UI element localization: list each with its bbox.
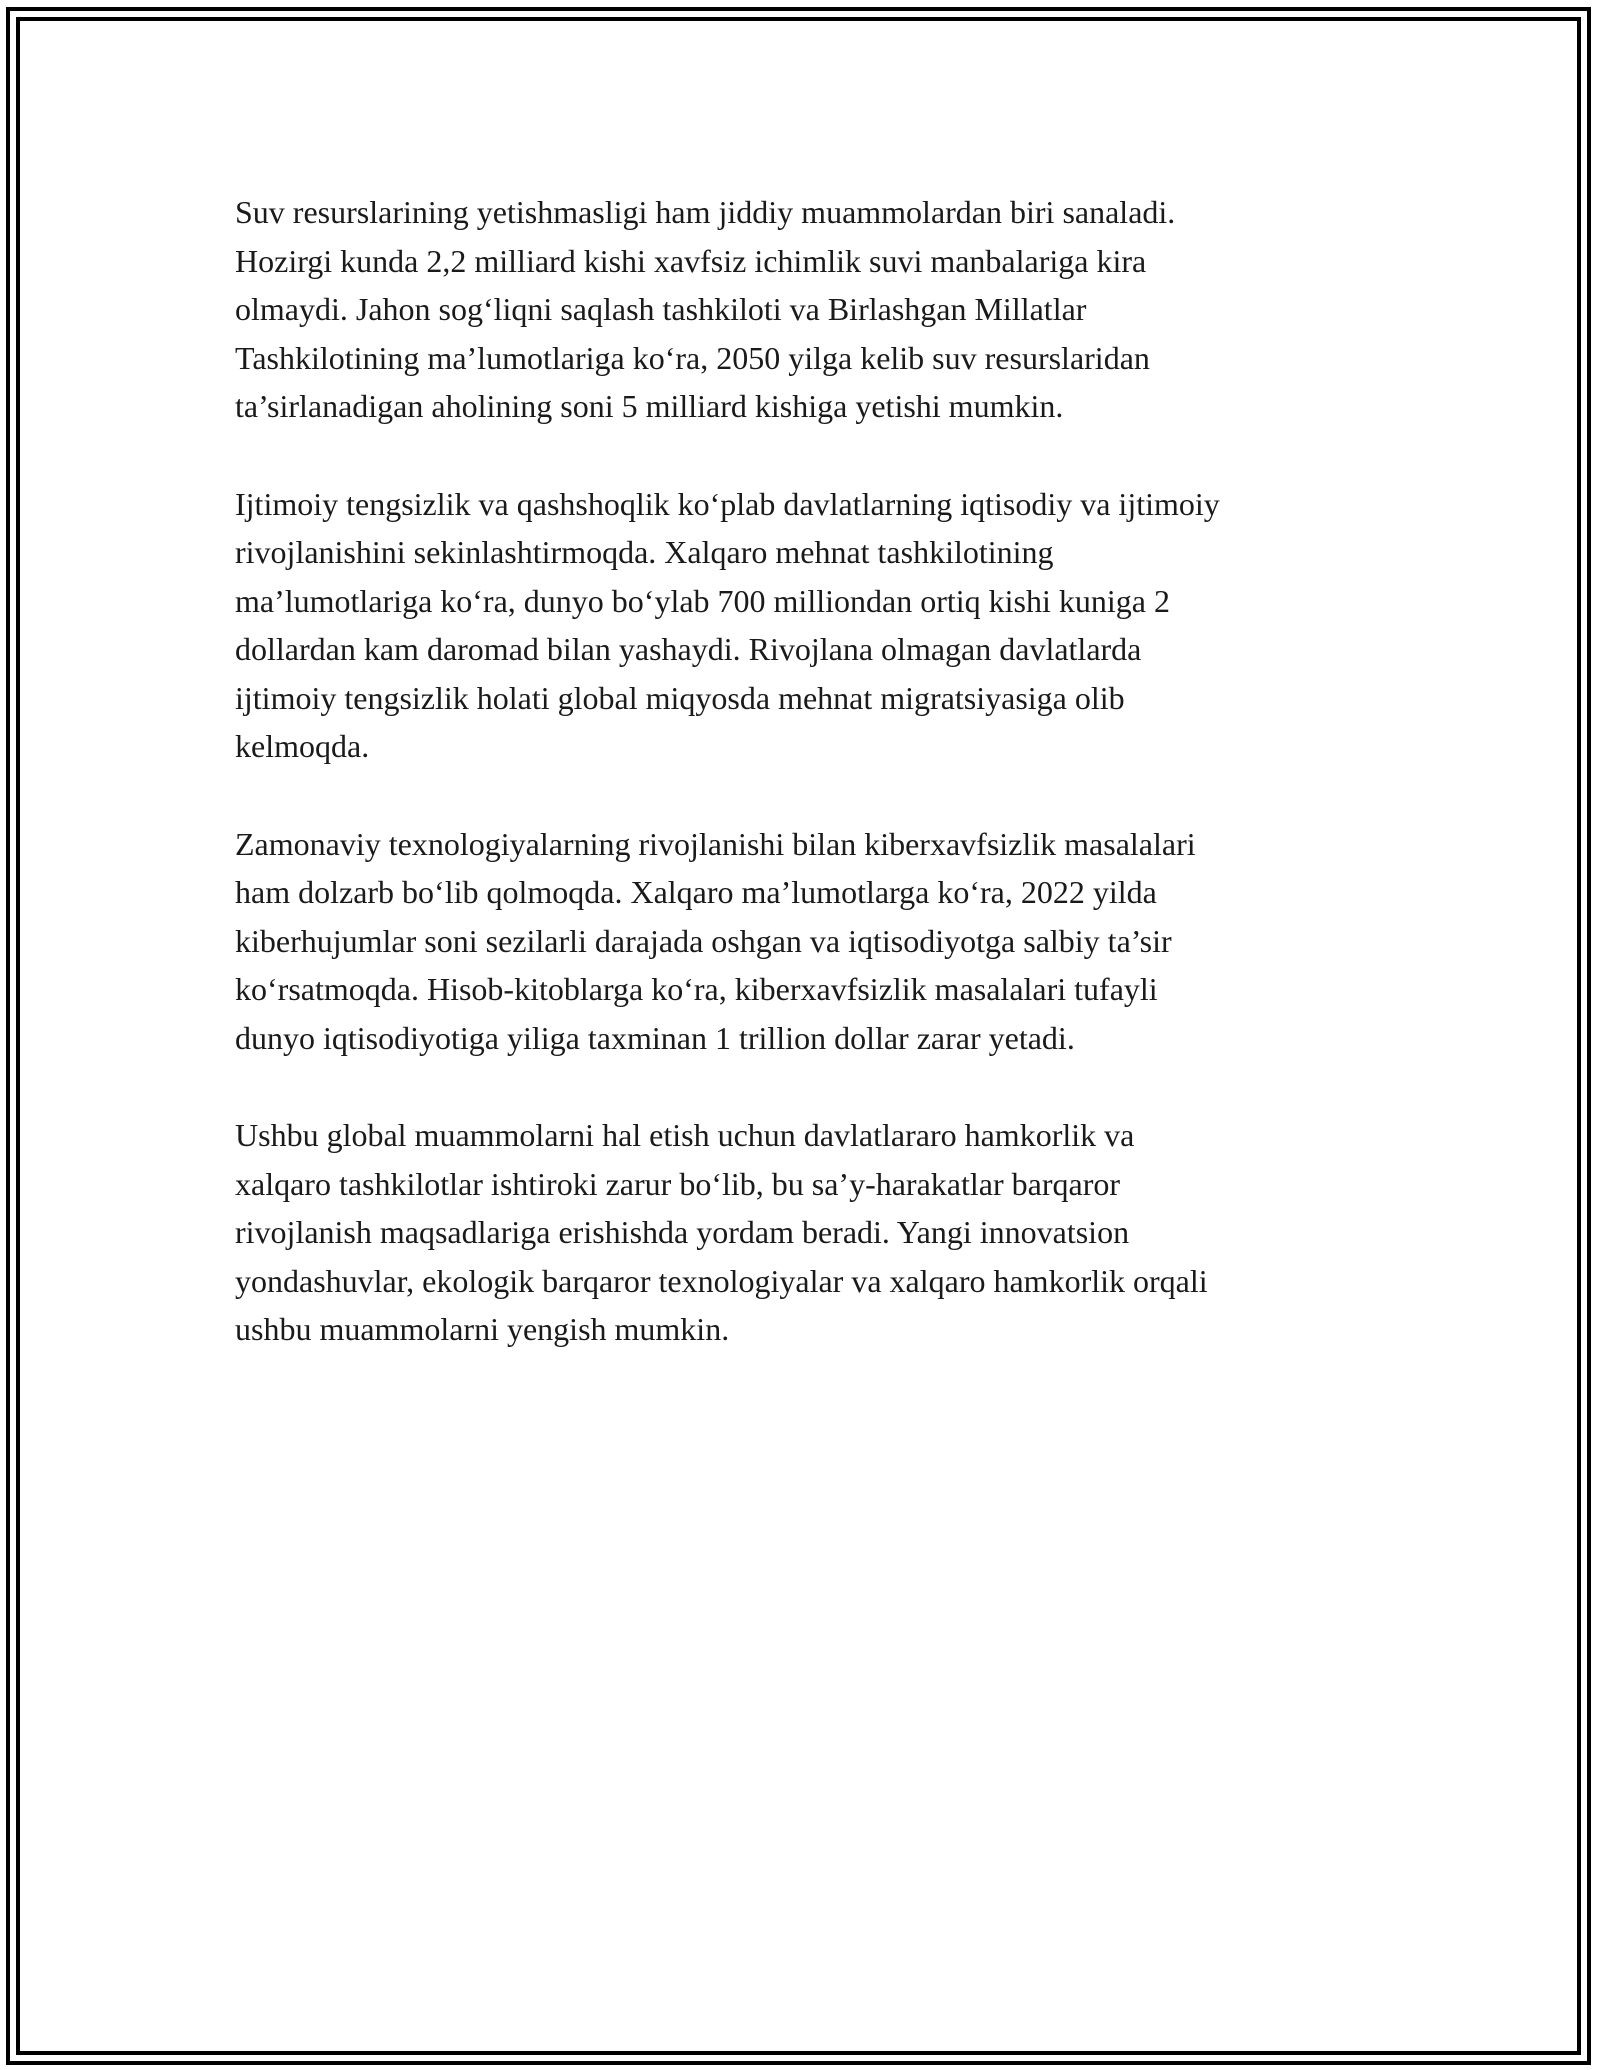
text-line: rivojlanish maqsadlariga erishishda yordam beradi. Yangi innovatsion — [235, 1214, 1130, 1250]
text-line: kiberhujumlar soni sezilarli darajada oshgan va iqtisodiyotga salbiy ta’sir — [235, 922, 1172, 959]
text-line: Ijtimoiy tengsizlik va qashshoqlik ko‘plab davlatlarning iqtisodiy va ijtimoiy — [235, 485, 1220, 522]
text-line: yondashuvlar, ekologik barqaror texnologiyalar va xalqaro hamkorlik orqali — [235, 1262, 1208, 1299]
text-line: rivojlanishini sekinlashtirmoqda. Xalqaro mehnat tashkilotining — [235, 534, 1054, 570]
text-line: ta’sirlanadigan aholining soni 5 milliard kishiga yetishi mumkin. — [235, 388, 1064, 424]
document-body — [235, 188, 1385, 1403]
paragraph-social-inequality — [235, 480, 1385, 771]
text-line: Ushbu global muammolarni hal etish uchun davlatlararo hamkorlik va — [235, 1117, 1135, 1153]
text-line: ijtimoiy tengsizlik holati global miqyosda mehnat migratsiyasiga olib — [235, 679, 1125, 716]
text-line: ushbu muammolarni yengish mumkin. — [235, 1311, 730, 1347]
text-line: Zamonaviy texnologiyalarning rivojlanishi bilan kiberxavfsizlik masalalari — [235, 825, 1196, 862]
text-line: Hozirgi kunda 2,2 milliard kishi xavfsiz ichimlik suvi manbalariga kira — [235, 242, 1147, 279]
text-line: Tashkilotining ma’lumotlariga ko‘ra, 2050 yilga kelib suv resurslaridan — [235, 339, 1150, 376]
text-line: xalqaro tashkilotlar ishtiroki zarur bo‘lib, bu sa’y-harakatlar barqaror — [235, 1165, 1120, 1202]
paragraph-international-cooperation — [235, 1111, 1385, 1354]
text-line: ko‘rsatmoqda. Hisob-kitoblarga ko‘ra, kiberxavfsizlik masalalari tufayli — [235, 971, 1158, 1007]
text-line: dollardan kam daromad bilan yashaydi. Rivojlana olmagan davlatlarda — [235, 631, 1142, 667]
text-line: ham dolzarb bo‘lib qolmoqda. Xalqaro ma’lumotlarga ko‘ra, 2022 yilda — [235, 874, 1157, 910]
text-line: ma’lumotlariga ko‘ra, dunyo bo‘ylab 700 milliondan ortiq kishi kuniga 2 — [235, 582, 1170, 619]
paragraph-water-resources — [235, 188, 1385, 431]
text-line: olmaydi. Jahon sog‘liqni saqlash tashkiloti va Birlashgan Millatlar — [235, 291, 1087, 327]
text-line: dunyo iqtisodiyotiga yiliga taxminan 1 trillion dollar zarar yetadi. — [235, 1019, 1075, 1056]
text-line: Suv resurslarining yetishmasligi ham jiddiy muammolardan biri sanaladi. — [235, 194, 1176, 230]
paragraph-cybersecurity — [235, 820, 1385, 1063]
text-line: kelmoqda. — [235, 728, 370, 764]
